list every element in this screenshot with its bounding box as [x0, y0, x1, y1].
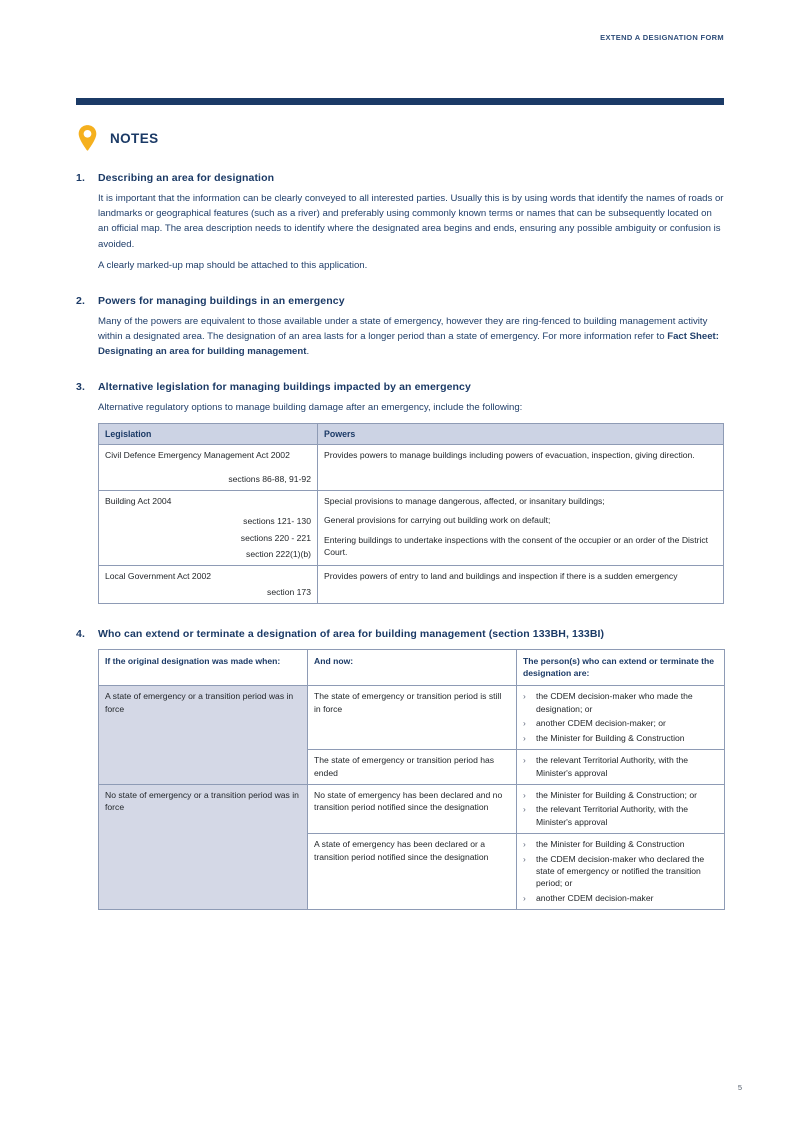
section-2-heading [76, 295, 724, 307]
spacer [76, 604, 724, 628]
column-header-powers: Powers [318, 423, 724, 444]
section-3-body [98, 400, 724, 415]
column-header-original-designation: If the original designation was made when: [99, 650, 308, 686]
chevron-icon: › [523, 732, 526, 743]
content-column [76, 172, 724, 910]
notes-title: NOTES [110, 130, 159, 146]
section-1-body [98, 191, 724, 273]
map-pin-icon [76, 123, 99, 153]
header-rule [76, 98, 724, 105]
section-4-title: Who can extend or terminate a designation of area for building management (section 133BH, 133BI) [98, 628, 605, 641]
list-item [522, 789, 718, 801]
and-now-cell: No state of emergency has been declared and no transition period notified since the designation [308, 784, 517, 833]
section-reference: sections 86-88, 91-92 [228, 473, 311, 484]
section-reference: section 173 [267, 587, 311, 598]
list-item-label: the Minister for Building & Construction; or [536, 789, 697, 800]
table-row [99, 784, 725, 833]
table-row [99, 491, 724, 566]
section-reference-wrap [99, 515, 317, 564]
list-item [522, 690, 718, 715]
column-header-and-now: And now: [308, 650, 517, 686]
power-line: Provides powers to manage buildings including powers of evacuation, inspection, giving direction. [324, 450, 695, 461]
section-2-text-lead: Many of the powers are equivalent to those available under a state of emergency, however they are ring-fenced to building management activity within a designated area. The designation of an area lasts for a longer period than a state of emergency. For more information refer to [98, 316, 708, 343]
chevron-icon: › [523, 853, 526, 864]
power-line: Special provisions to manage dangerous, affected, or insanitary buildings; [324, 496, 605, 507]
powers-cell [318, 491, 724, 566]
section-2-text-tail: . [306, 346, 310, 358]
section-1-paragraph-1: It is important that the information can be clearly conveyed to all interested parties. Usually this is by using words that identify the names of roads or landmarks or geographical features (such as a river) and preferably using commonly known terms or names that can be subsequently located on an official map. The area description needs to identify where the designated area begins and ends, ensuring any possible ambiguity or confusion is avoided. [98, 193, 724, 250]
persons-list [522, 690, 718, 744]
table-header-row [99, 423, 724, 444]
running-header: EXTEND A DESIGNATION FORM [600, 33, 724, 42]
section-1-paragraph-2: A clearly marked-up map should be attached to this application. [98, 259, 368, 271]
chevron-icon: › [523, 755, 526, 766]
chevron-icon: › [523, 691, 526, 702]
list-item-label: the relevant Territorial Authority, with the Minister's approval [536, 804, 689, 827]
section-2 [76, 295, 724, 360]
section-1-heading [76, 172, 724, 184]
table-row [99, 565, 724, 604]
persons-list [522, 789, 718, 828]
section-1-number: 1. [76, 172, 85, 184]
chevron-icon: › [523, 789, 526, 800]
section-2-paragraph [98, 314, 724, 360]
section-4 [76, 628, 724, 910]
and-now-cell: A state of emergency has been declared or a transition period notified since the designation [308, 834, 517, 910]
persons-list [522, 754, 718, 779]
section-3-intro: Alternative regulatory options to manage building damage after an emergency, include the following: [98, 401, 523, 413]
table-row [99, 445, 724, 491]
list-item-label: the CDEM decision-maker who declared the state of emergency or notified the transition period; or [536, 853, 705, 889]
powers-cell [318, 445, 724, 491]
section-3-number: 3. [76, 380, 85, 393]
spacer [76, 273, 724, 295]
section-2-body [98, 314, 724, 360]
act-name-wrap [99, 491, 317, 511]
list-item-label: the Minister for Building & Construction [536, 732, 685, 743]
list-item-label: another CDEM decision-maker; or [536, 718, 666, 729]
spacer [76, 360, 724, 381]
fact-sheet-reference: Fact Sheet: Designating an area for building management [98, 331, 719, 358]
legislation-cell [99, 491, 318, 566]
section-3-title: Alternative legislation for managing buildings impacted by an emergency [98, 380, 471, 393]
who-can-extend-table [98, 649, 725, 910]
power-line: General provisions for carrying out building work on default; [324, 515, 551, 526]
persons-cell [517, 750, 725, 785]
persons-cell [517, 686, 725, 750]
list-item [522, 754, 718, 779]
list-item-label: the CDEM decision-maker who made the designation; or [536, 691, 693, 714]
column-header-persons: The person(s) who can extend or terminate the designation are: [517, 650, 725, 686]
section-4-number: 4. [76, 628, 85, 641]
section-3 [76, 381, 724, 605]
section-reference: section 222(1)(b) [246, 549, 311, 560]
legislation-cell [99, 565, 318, 604]
list-item-label: the relevant Territorial Authority, with the Minister's approval [536, 755, 689, 778]
table-row [99, 686, 725, 750]
chevron-icon: › [523, 718, 526, 729]
section-1 [76, 172, 724, 273]
persons-list [522, 838, 718, 904]
table-header-row [99, 650, 725, 686]
page-number: 5 [737, 1083, 742, 1092]
chevron-icon: › [523, 804, 526, 815]
chevron-icon: › [523, 839, 526, 850]
condition-cell: A state of emergency or a transition period was in force [99, 686, 308, 784]
power-line: Entering buildings to undertake inspections with the consent of the occupier or an order of the District Court. [324, 534, 709, 558]
list-item-label: another CDEM decision-maker [536, 892, 654, 903]
column-header-legislation: Legislation [99, 423, 318, 444]
section-2-number: 2. [76, 295, 85, 308]
section-1-title: Describing an area for designation [98, 172, 275, 184]
persons-cell [517, 784, 725, 833]
chevron-icon: › [523, 892, 526, 903]
legislation-table [98, 423, 724, 605]
section-reference: sections 220 - 221 [240, 532, 311, 543]
list-item [522, 853, 718, 890]
list-item [522, 838, 718, 850]
act-name: Local Government Act 2002 [105, 570, 212, 581]
section-4-heading [76, 628, 724, 640]
notes-heading [76, 123, 159, 153]
condition-cell: No state of emergency or a transition period was in force [99, 784, 308, 909]
list-item [522, 732, 718, 744]
and-now-cell: The state of emergency or transition period has ended [308, 750, 517, 785]
section-reference: sections 121- 130 [243, 516, 311, 527]
list-item [522, 803, 718, 828]
and-now-cell: The state of emergency or transition period is still in force [308, 686, 517, 750]
act-name: Building Act 2004 [105, 496, 172, 507]
powers-cell [318, 565, 724, 604]
section-2-title: Powers for managing buildings in an emergency [98, 295, 345, 308]
list-item-label: the Minister for Building & Construction [536, 839, 685, 850]
legislation-cell [99, 445, 318, 491]
act-name: Civil Defence Emergency Management Act 2002 [105, 450, 290, 461]
section-3-heading [76, 381, 724, 393]
list-item [522, 892, 718, 904]
persons-cell [517, 834, 725, 910]
list-item [522, 717, 718, 729]
power-line: Provides powers of entry to land and buildings and inspection if there is a sudden emergency [324, 570, 678, 581]
